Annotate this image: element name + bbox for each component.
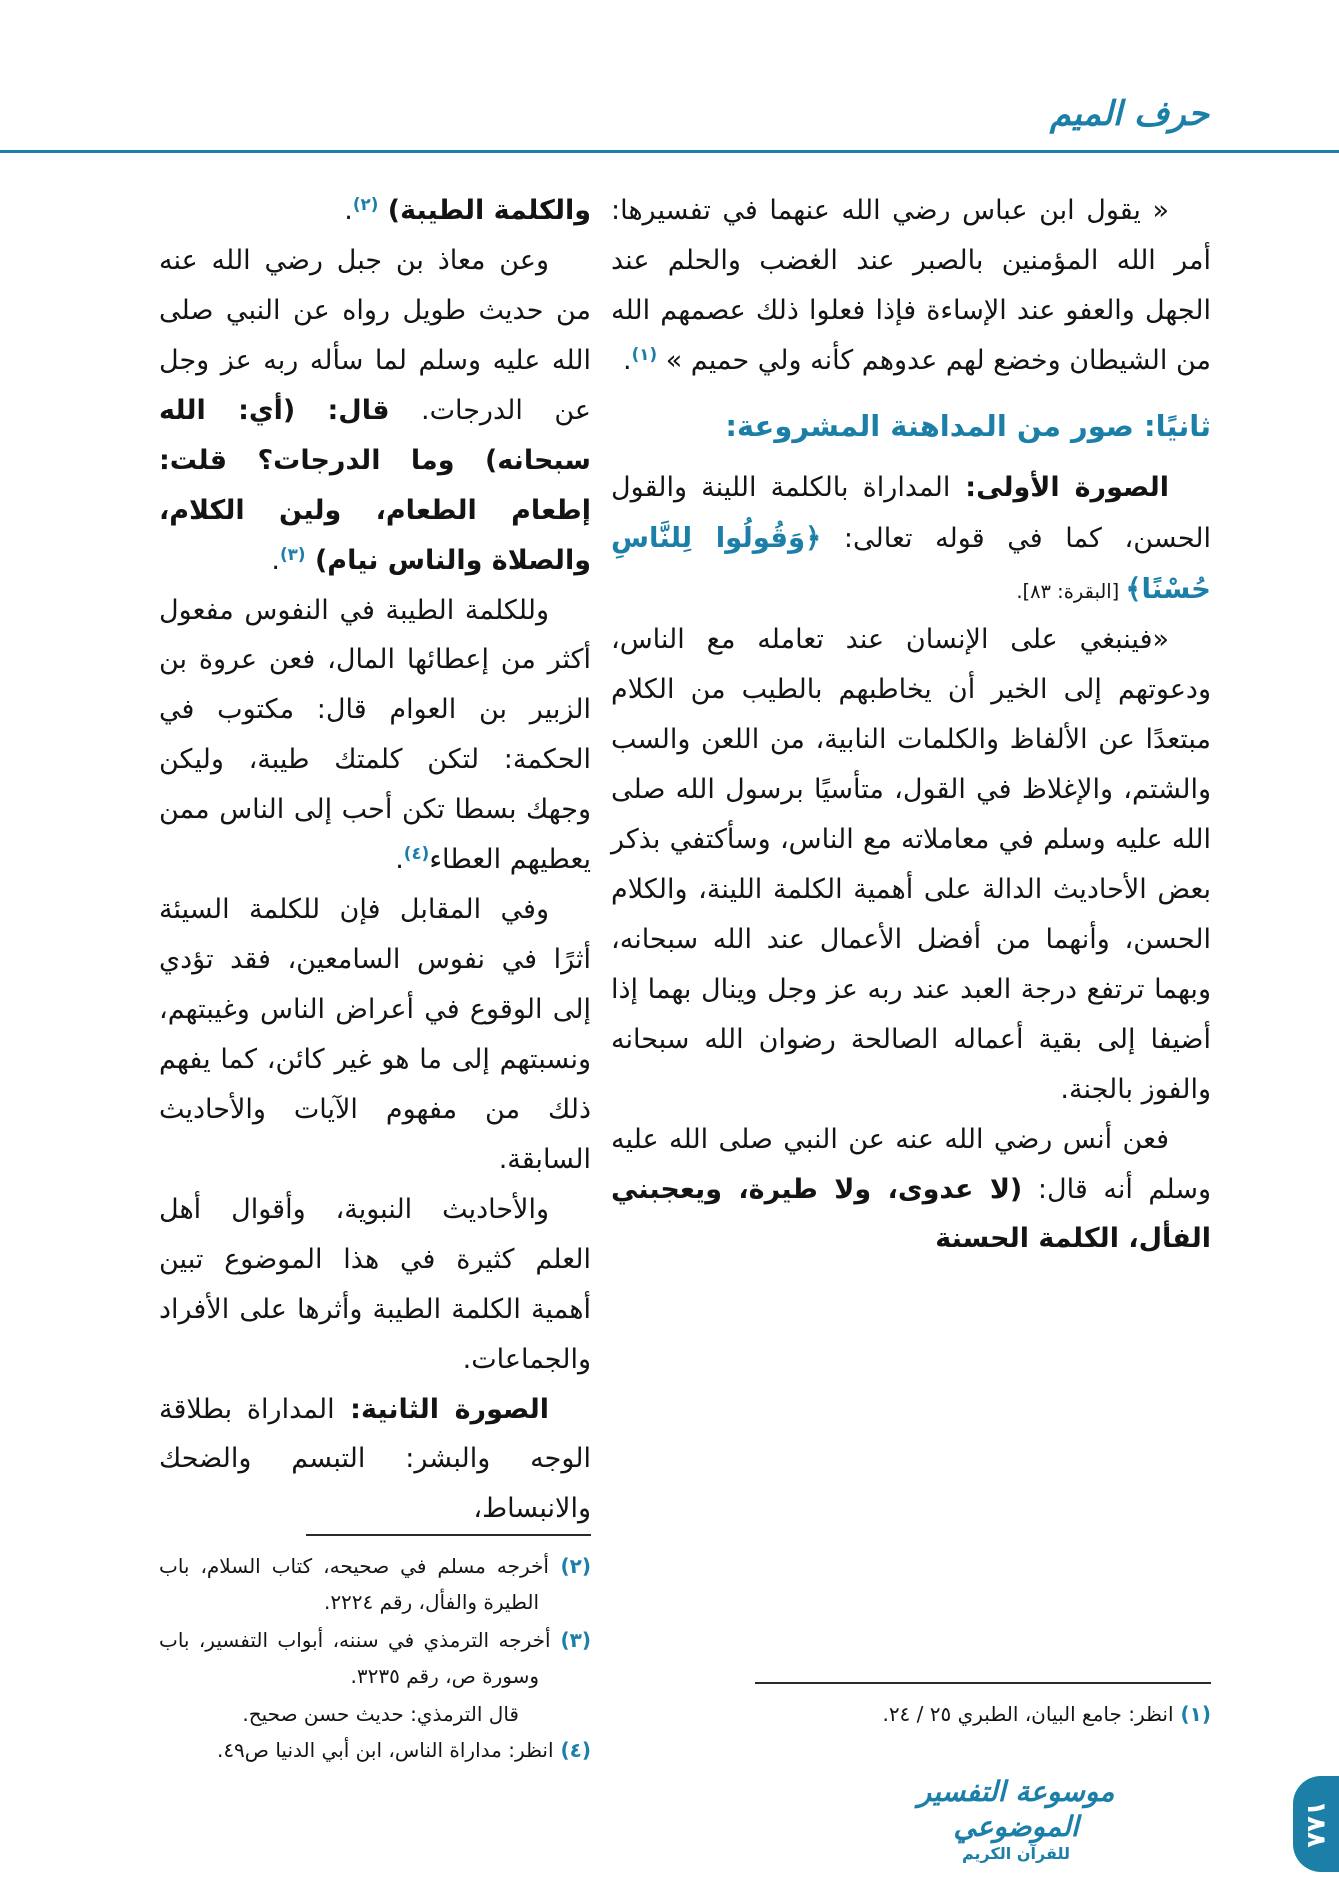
page-number: ١٨٨	[1300, 1800, 1331, 1848]
text-run: .	[395, 844, 404, 876]
text-run: (١)	[1173, 1702, 1211, 1726]
publisher-logo-title: موسوعة التفسير الموضوعي	[917, 1775, 1115, 1843]
publisher-logo-subtitle: للقرآن الكريم	[961, 1844, 1071, 1863]
text-run: «فينبغي على الإنسان عند تعامله مع الناس، ودعوتهم إلى الخير أن يخاطبهم بالطيب من الكلام مبتعدًا عن الألفاظ والكلمات النابية، من اللعن والسب والشتم، والإغلاظ في القول، متأسيًا برسول الله صلى الله عليه وسلم في معاملاته مع الناس، وسأكتفي بذكر بعض الأحاديث الدالة على أهمية الكلمة اللينة، والكلام الحسن، وأنهما من أفضل الأعمال عند الله سبحانه، وبهما ترتفع درجة العبد عند ربه عز وجل وينال بهما إذا أضيفا إلى بقية أعماله الصالحة رضوان الله سبحانه والفوز بالجنة.	[611, 624, 1211, 1105]
text-run: المداراة بطلاقة الوجه والبشر: التبسم والضحك والانبساط،	[159, 1393, 591, 1525]
text-run: .	[622, 344, 632, 376]
paragraph-ibn-abbas-quote	[611, 186, 1211, 386]
paragraph-second-form	[159, 1385, 591, 1535]
text-run: المداراة بالكلمة اللينة والقول الحسن، كما في قوله تعالى:	[611, 472, 1212, 555]
text-run: وفي المقابل فإن للكلمة السيئة أثرًا في نفوس السامعين، فقد تؤدي إلى الوقوع في أعراض الناس وغيبتهم، ونسبتهم إلى ما هو غير كائن، كما يفهم ذلك من مفهوم الآيات والأحاديث السابقة.	[159, 894, 591, 1175]
column-right-footnote-block	[611, 1682, 1211, 1734]
text-run: « يقول ابن عباس رضي الله عنهما في تفسيرها: أمر الله المؤمنين بالصبر عند الغضب والحلم عند الجهل والعفو عند الإساءة فإذا فعلوا ذلك عصمهم الله من الشيطان وخضع لهم عدوهم كأنه ولي حميم »	[611, 195, 1211, 376]
text-run: الصورة الثانية:	[334, 1393, 549, 1425]
column-right	[611, 186, 1211, 1734]
text-run: (٣)	[550, 1628, 591, 1653]
text-run: انظر: مداراة الناس، ابن أبي الدنيا ص٤٩.	[216, 1738, 554, 1763]
column-left-footnote-block	[159, 1534, 591, 1770]
chapter-title: حرف الميم	[1049, 94, 1209, 134]
page-content	[159, 186, 1212, 1763]
page-number-tab	[1293, 1776, 1339, 1872]
footnote-separator-left	[306, 1534, 591, 1536]
footnote-1	[611, 1696, 1211, 1732]
text-run: والأحاديث النبوية، وأقوال أهل العلم كثيرة في هذا الموضوع تبين أهمية الكلمة الطيبة وأثرها على الأفراد والجماعات.	[159, 1193, 591, 1375]
text-run: والكلمة الطيبة)	[378, 195, 591, 226]
text-run: (٤)	[403, 843, 430, 864]
column-left-text	[159, 186, 591, 1534]
footnote-3	[159, 1622, 591, 1694]
text-run: أخرجه مسلم في صحيحه، كتاب السلام، باب الطيرة والفأل، رقم ٢٢٢٤.	[159, 1554, 549, 1615]
text-run: (١)	[631, 343, 658, 364]
paragraph-muadh-hadith	[159, 236, 591, 586]
paragraph-hadith-continuation	[159, 186, 591, 236]
text-run: .	[271, 544, 281, 576]
text-run: الصورة الأولى:	[950, 472, 1169, 504]
text-run: قال: (أي: الله سبحانه) وما الدرجات؟ قلت: إطعام الطعام، ولين الكلام، والصلاة والناس نيام)	[159, 394, 591, 576]
column-right-text	[611, 186, 1211, 1264]
footnote-2	[159, 1548, 591, 1620]
text-run: وعن معاذ بن جبل رضي الله عنه من حديث طويل رواه عن النبي صلى الله عليه وسلم لما سأله ربه عز وجل عن الدرجات.	[159, 244, 591, 426]
column-left-footnotes	[159, 1548, 591, 1768]
paragraph-anas-hadith	[611, 1115, 1211, 1265]
text-run: فعن أنس رضي الله عنه عن النبي صلى الله عليه وسلم أنه قال:	[611, 1123, 1212, 1205]
text-run: [البقرة: ٨٣].	[1016, 580, 1126, 604]
paragraph-first-form	[611, 463, 1211, 615]
header-divider	[0, 150, 1339, 153]
text-run: انظر: جامع البيان، الطبري ٢٥ / ٢٤.	[882, 1702, 1174, 1726]
text-run: (٢)	[548, 1554, 591, 1579]
publisher-logo	[861, 1774, 1171, 1864]
footnote-4	[159, 1732, 591, 1768]
text-run: (٣)	[280, 543, 306, 564]
text-run: .	[344, 195, 353, 226]
paragraph-scholars-sayings	[159, 1185, 591, 1385]
paragraph-commentary	[611, 615, 1211, 1114]
text-run: ثانيًا: صور من المداهنة المشروعة:	[725, 408, 1211, 443]
column-left	[159, 186, 591, 1763]
column-right-footnotes	[611, 1696, 1211, 1732]
footnote-separator-right	[755, 1682, 1211, 1684]
text-run: أخرجه الترمذي في سننه، أبواب التفسير، باب وسورة ص، رقم ٣٢٣٥.	[159, 1628, 551, 1689]
paragraph-bad-word-effect	[159, 885, 591, 1185]
footnote-3-continuation	[159, 1696, 591, 1732]
text-run: وللكلمة الطيبة في النفوس مفعول أكثر من إعطائها المال، فعن عروة بن الزبير بن العوام قال: مكتوب في الحكمة: لتكن كلمتك طيبة، وليكن وجهك بسطا تكن أحب إلى الناس ممن يعطيهم العطاء	[159, 594, 591, 876]
text-run: (٢)	[352, 194, 379, 214]
text-run: ﴿وَقُولُوا لِلنَّاسِ حُسْنًا﴾	[611, 522, 1211, 606]
text-run: (٤)	[553, 1738, 591, 1763]
text-run: (لا عدوى، ولا طيرة، ويعجبني الفأل، الكلمة الحسنة	[611, 1173, 1211, 1255]
paragraph-urwa-quote	[159, 586, 591, 886]
section-heading-second	[611, 400, 1211, 454]
text-run: قال الترمذي: حديث حسن صحيح.	[242, 1702, 519, 1727]
